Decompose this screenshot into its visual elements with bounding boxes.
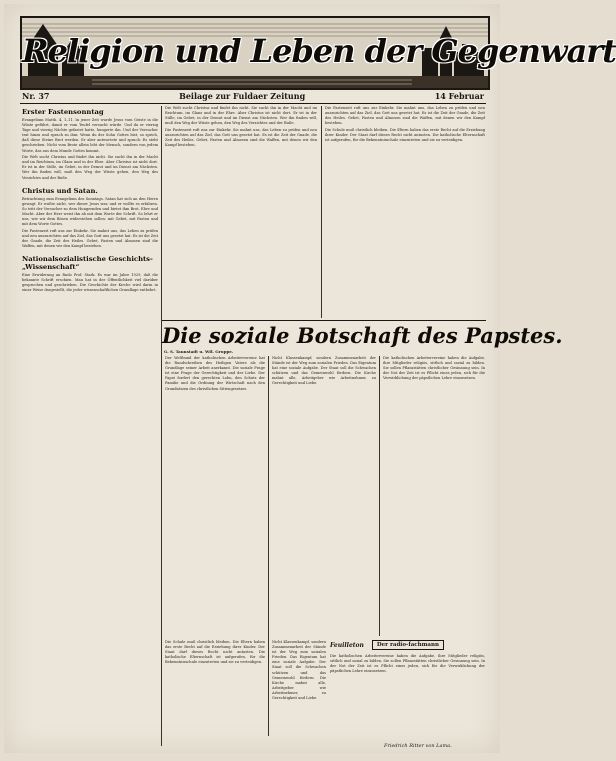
article-body-middle: Die Welt sucht Christus und findet ihn nicht. Sie sucht ihn in der Macht und im Reichtum, im Glanz und in der Ehre. Aber Christus ist nicht dort. Er ist in der Stille, im Gebet, in der Demut und im Dienst am Nächsten. Wer ihn finden will, muß den Weg der Wüste gehen, den Weg des Verzichtes und der Buße. xyxy=(165,106,317,126)
sozial-dateline: G. S. Tannstadt u. Wil. Gruppe. xyxy=(164,349,234,354)
article-body-right: Die Fastenzeit ruft uns zur Einkehr. Sie mahnt uns, das Leben zu prüfen und neu auszurichten auf das Ziel, das Gott uns gesetzt hat. Es ist die Zeit der Gnade, die Zeit des Heiles. Gebet, Fasten und Almosen sind die Waffen, mit denen wir den Kampf bestehen. xyxy=(325,106,485,126)
bottom-body-1: Die Schule muß christlich bleiben. Die Eltern haben das erste Recht auf die Erziehung ihrer Kinder. Der Staat darf dieses Recht nicht antasten. Die katholische Elternschaft ist aufgerufen, für die Bekenntnisschule einzutreten und sie zu verteidigen. xyxy=(165,640,265,665)
article-heading-geschichtswissenschaft: Nationalsozialistische Geschichts-„Wissenschaft“ xyxy=(22,255,153,272)
sozial-body-1: Der Weltbund der katholischen Arbeitervereine hat die Rundschreiben des Heiligen Vaters als die Grundlage seiner Arbeit anerkannt. Die soziale Frage ist eine Frage der Gerechtigkeit und der Liebe. Der Papst fordert den gerechten Lohn, den Schutz der Familie und die Ordnung der Wirtschaft nach den Grundsätzen des christlichen Sittengesetzes. xyxy=(165,356,265,391)
column-middle-top xyxy=(165,106,317,318)
article-body-geschichtswissenschaft: Eine Erwiderung an Rudo Prof. Stark. Es war im Jahre 1929, daß die bekannte Schrift erschien. Man hat in der Öffentlichkeit viel darüber gesprochen und geschrieben. Die Geschichte der Kirche wird darin in einer Weise dargestellt, die jeder wissenschaftlichen Grundlage entbehrt. xyxy=(22,273,158,293)
column-divider-1 xyxy=(161,106,162,746)
bottom-body-2: Nicht Klassenkampf, sondern Zusammenarbeit der Stände ist der Weg zum sozialen Frieden. Das Eigentum hat eine soziale Aufgabe. Der Staat soll die Schwachen schützen und das Gemeinwohl fördern. Die Kirche mahnt alle, Arbeitgeber wie Arbeitnehmer, zu Gerechtigkeit und Liebe. xyxy=(272,640,326,701)
feuilleton-banner xyxy=(330,639,484,651)
feuilleton-body xyxy=(330,654,485,742)
sozial-top-rule xyxy=(162,320,486,321)
sozial-body-2: Nicht Klassenkampf, sondern Zusammenarbeit der Stände ist der Weg zum sozialen Frieden. Das Eigentum hat eine soziale Aufgabe. Der Staat soll die Schwachen schützen und das Gemeinwohl fördern. Die Kirche mahnt alle, Arbeitgeber wie Arbeitnehmer, zu Gerechtigkeit und Liebe. xyxy=(272,356,376,386)
article-body-right-b: Die Schule muß christlich bleiben. Die Eltern haben das erste Recht auf die Erziehung ihrer Kinder. Der Staat darf dieses Recht nicht antasten. Die katholische Elternschaft ist aufgerufen, für die Bekenntnisschule einzutreten und sie zu verteidigen. xyxy=(325,127,485,143)
feuilleton-box: Der radio-fachmann xyxy=(372,640,444,650)
column-left xyxy=(22,106,158,736)
issue-number: Nr. 37 xyxy=(22,91,50,101)
masthead xyxy=(20,16,616,90)
article-body-fastensonntag: Evangelium Matth. 4, 1–11. In jener Zeit wurde Jesus vom Geiste in die Wüste geführt, damit er vom Teufel versucht würde. Und da er vierzig Tage und vierzig Nächte gefastet hatte, hungerte ihn. Und der Versucher trat hinzu und sprach zu ihm: Wenn du der Sohn Gottes bist, so sprich, daß diese Steine Brot werden. Er aber antwortete und sprach: Es steht geschrieben: Nicht vom Brote allein lebt der Mensch, sondern von jedem Worte, das aus dem Munde Gottes kommt. xyxy=(22,118,158,153)
sozial-col-2 xyxy=(272,356,376,636)
byline: Friedrich Ritter von Lama. xyxy=(384,743,452,749)
feuilleton-text: Die katholischen Arbeitervereine haben die Aufgabe, ihre Mitglieder religiös, sittlich und sozial zu bilden. Sie sollen Pflanzstätten christlicher Gesinnung sein. In der Not der Zeit ist es Pflicht eines jeden, sich für die Verwirklichung der päpstlichen Lehre einzusetzen. xyxy=(330,654,485,674)
sozial-headline: Die soziale Botschaft des Papstes. xyxy=(162,323,563,348)
column-right-top xyxy=(325,106,485,318)
supplement-title: Beilage zur Fuldaer Zeitung xyxy=(179,91,306,101)
sozial-col-3 xyxy=(383,356,485,636)
article-body-middle-b: Die Fastenzeit ruft uns zur Einkehr. Sie mahnt uns, das Leben zu prüfen und neu auszurichten auf das Ziel, das Gott uns gesetzt hat. Es ist die Zeit der Gnade, die Zeit des Heiles. Gebet, Fasten und Almosen sind die Waffen, mit denen wir den Kampf bestehen. xyxy=(165,127,317,148)
column-divider-2 xyxy=(321,106,322,318)
issue-header xyxy=(22,90,484,102)
article-heading-fastensonntag: Erster Fastensonntag xyxy=(22,108,104,116)
article-body-fastensonntag-cont: Die Welt sucht Christus und findet ihn nicht. Sie sucht ihn in der Macht und im Reichtum, im Glanz und in der Ehre. Aber Christus ist nicht dort. Er ist in der Stille, im Gebet, in der Demut und im Dienst am Nächsten. Wer ihn finden will, muß den Weg der Wüste gehen, den Weg des Verzichtes und der Buße. xyxy=(22,155,158,180)
column-divider-3 xyxy=(268,356,269,736)
newspaper-page xyxy=(4,4,616,753)
article-body-christus-satan: Betrachtung zum Evangelium des Sonntags. Satan hat sich an den Herrn gewagt. Er wußte nicht, wer dieser Jesus war, und er wollte es erfahren. So tritt der Versucher zu dem Hungernden und bietet ihm Brot, Ehre und Macht. Aber der Herr weist ihn ab mit dem Worte der Schrift. So lehrt er uns, wie wir dem Bösen widerstehen sollen: mit Gebet, mit Fasten und mit dem Worte Gottes. xyxy=(22,196,158,227)
issue-date: 14 Februar xyxy=(434,91,484,101)
sozial-body-3: Die katholischen Arbeitervereine haben die Aufgabe, ihre Mitglieder religiös, sittlich und sozial zu bilden. Sie sollen Pflanzstätten christlicher Gesinnung sein. In der Not der Zeit ist es Pflicht eines jeden, sich für die Verwirklichung der päpstlichen Lehre einzusetzen. xyxy=(383,356,485,381)
header-rule xyxy=(20,103,486,104)
article-heading-christus-satan: Christus und Satan. xyxy=(22,186,98,195)
sozial-col-1 xyxy=(165,356,265,636)
bottom-col-2 xyxy=(272,640,326,744)
bottom-col-1 xyxy=(165,640,265,744)
feuilleton-label: Feuilleton xyxy=(330,641,364,649)
masthead-title: Religion und Leben der Gegenwart xyxy=(22,32,616,70)
column-divider-4 xyxy=(379,356,380,636)
article-body-christus-satan-cont: Die Fastenzeit ruft uns zur Einkehr. Sie mahnt uns, das Leben zu prüfen und neu auszurichten auf das Ziel, das Gott uns gesetzt hat. Es ist die Zeit der Gnade, die Zeit des Heiles. Gebet, Fasten und Almosen sind die Waffen, mit denen wir den Kampf bestehen. xyxy=(22,228,159,248)
